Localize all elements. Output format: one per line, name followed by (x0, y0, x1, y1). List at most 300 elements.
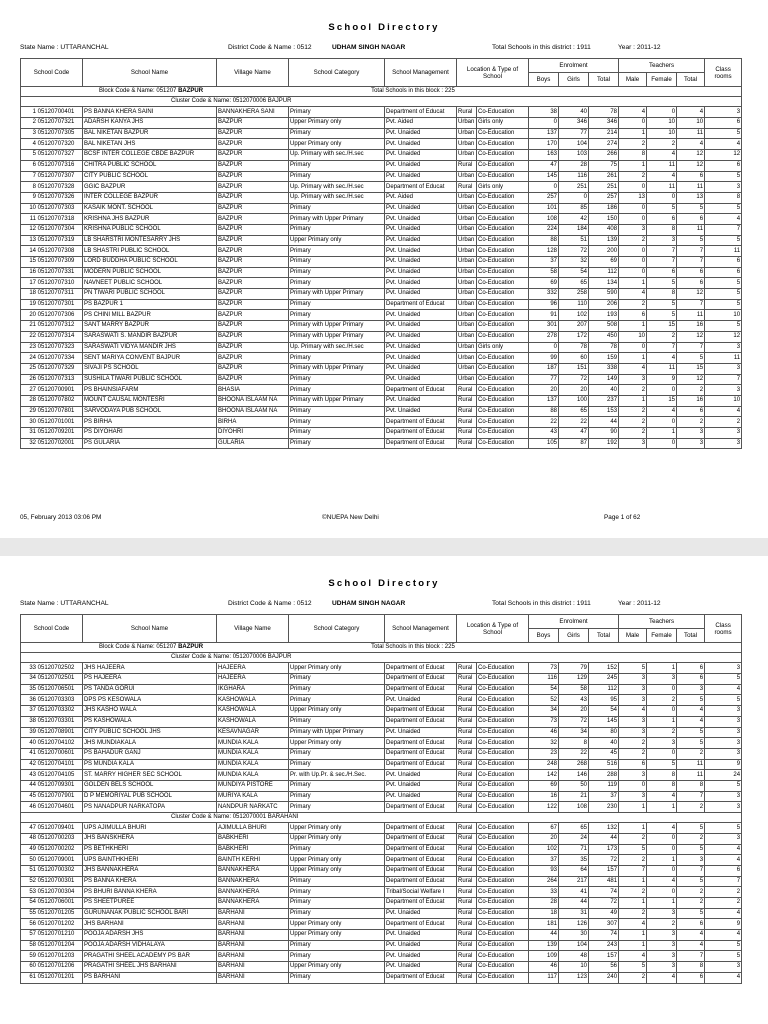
table-cell: Pvt. Unaided (385, 235, 457, 246)
table-cell: 0 (559, 192, 589, 203)
table-cell: 2 (677, 802, 705, 813)
table-cell: Rural (457, 759, 477, 770)
state-name: State Name : UTTARANCHAL (20, 44, 109, 51)
table-cell: Primary (289, 802, 385, 813)
table-cell: 173 (589, 844, 619, 855)
table-cell: 224 (529, 224, 559, 235)
table-cell: MUNDIA KALA (217, 759, 289, 770)
table-cell: 8 (647, 770, 677, 781)
table-cell: Co-Education (477, 833, 529, 844)
table-cell: 3 (705, 663, 742, 674)
table-cell: 5 (705, 951, 742, 962)
table-cell: 3 (619, 684, 647, 695)
year: Year : 2011-12 (618, 44, 661, 51)
table-cell: Co-Education (477, 150, 529, 161)
school-code: 33 05120702502 (21, 663, 83, 674)
table-cell: 0 (619, 342, 647, 353)
table-cell: Primary (289, 299, 385, 310)
table-cell: Primary (289, 674, 385, 685)
table-cell: BAZPUR (217, 331, 289, 342)
table-cell: SANT MARRY BAZPUR (83, 321, 217, 332)
table-cell: 2 (619, 738, 647, 749)
table-cell: 65 (559, 406, 589, 417)
table-cell: 590 (589, 289, 619, 300)
table-cell: 100 (559, 395, 589, 406)
table-cell: Primary (289, 951, 385, 962)
table-cell: 2 (677, 833, 705, 844)
table-cell: 15 (647, 395, 677, 406)
cluster-row (21, 653, 742, 663)
table-cell: Co-Education (477, 865, 529, 876)
table-cell: 7 (647, 342, 677, 353)
table-cell: 5 (677, 908, 705, 919)
table-cell: BAZPUR (217, 224, 289, 235)
table-cell: Co-Education (477, 951, 529, 962)
table-cell: BAZPUR (217, 214, 289, 225)
table-cell: 5 (619, 962, 647, 973)
table-row (21, 876, 742, 887)
table-row (21, 930, 742, 941)
table-cell: Rural (457, 972, 477, 983)
table-cell: 72 (559, 246, 589, 257)
school-code: 4 05120707320 (21, 139, 83, 150)
table-cell: 0 (529, 342, 559, 353)
table-cell: 481 (589, 876, 619, 887)
table-cell: Upper Primary only (289, 118, 385, 129)
table-cell: Primary (289, 940, 385, 951)
table-cell: Pvt. Unaided (385, 908, 457, 919)
table-cell: BAZPUR (217, 160, 289, 171)
table-cell: BANNAKHERA (217, 887, 289, 898)
table-cell: Co-Education (477, 663, 529, 674)
table-cell: Primary (289, 759, 385, 770)
table-cell: 346 (589, 118, 619, 129)
table-row (21, 770, 742, 781)
table-cell: Urban (457, 331, 477, 342)
table-cell: 172 (559, 331, 589, 342)
table-cell: 30 (559, 930, 589, 941)
table-row (21, 214, 742, 225)
school-code: 10 05120707303 (21, 203, 83, 214)
table-cell: 5 (705, 203, 742, 214)
table-cell: 3 (619, 438, 647, 449)
table-cell: 137 (529, 128, 559, 139)
footer-credit: ©NUEPA New Delhi (322, 514, 379, 521)
table-cell: Pvt. Unaided (385, 780, 457, 791)
table-row (21, 321, 742, 332)
table-cell: 0 (647, 684, 677, 695)
table-row (21, 395, 742, 406)
table-cell: JHS BANNAKHERA (83, 865, 217, 876)
table-cell: 6 (677, 919, 705, 930)
table-cell: INTER COLLEGE BAZPUR (83, 192, 217, 203)
table-cell: Department of Educat (385, 833, 457, 844)
table-cell: PS BHURI BANNA KHERA (83, 887, 217, 898)
table-cell: 132 (589, 823, 619, 834)
table-cell: Primary (289, 695, 385, 706)
table-cell: Primary (289, 716, 385, 727)
table-cell: 0 (647, 748, 677, 759)
table-cell: Block Code & Name: 051207 BAZPUR Total Schools in this block : 225 (21, 87, 742, 97)
school-code: 39 05120708901 (21, 727, 83, 738)
table-cell: 20 (529, 385, 559, 396)
table-cell: BAZPUR (217, 278, 289, 289)
table-cell: 5 (677, 727, 705, 738)
table-cell: 8 (705, 192, 742, 203)
table-cell: 4 (677, 940, 705, 951)
table-cell: Primary (289, 353, 385, 364)
table-cell: 3 (619, 727, 647, 738)
table-cell: Rural (457, 844, 477, 855)
table-cell: 245 (589, 674, 619, 685)
table-cell: PS KASHOWALA (83, 716, 217, 727)
school-code: 1 05120700401 (21, 107, 83, 118)
school-code: 57 05120701210 (21, 930, 83, 941)
table-cell: Pvt. Unaided (385, 374, 457, 385)
col-boys: Boys (529, 73, 559, 87)
table-cell: 1 (619, 823, 647, 834)
school-code: 14 05120707308 (21, 246, 83, 257)
table-cell: 7 (647, 257, 677, 268)
table-cell: Urban (457, 224, 477, 235)
table-cell: JHS BANSKHERA (83, 833, 217, 844)
table-cell: BANNAKHERA (217, 865, 289, 876)
table-cell: 3 (619, 374, 647, 385)
table-cell: PS HAJEERA (83, 674, 217, 685)
table-cell: Co-Education (477, 972, 529, 983)
table-cell: 5 (647, 203, 677, 214)
table-cell: Rural (457, 865, 477, 876)
table-cell: Urban (457, 235, 477, 246)
table-cell: Department of Educat (385, 802, 457, 813)
table-cell: 145 (589, 716, 619, 727)
table-row (21, 898, 742, 909)
table-cell: 3 (647, 940, 677, 951)
table-cell: 99 (529, 353, 559, 364)
table-cell: BAZPUR (217, 246, 289, 257)
table-cell: Department of Educat (385, 706, 457, 717)
table-cell: 2 (647, 695, 677, 706)
table-cell: 261 (589, 171, 619, 182)
table-cell: 338 (589, 363, 619, 374)
table-cell: 508 (589, 321, 619, 332)
table-cell: BAZPUR (217, 321, 289, 332)
table-cell: BHOONA ISLAAM NA (217, 395, 289, 406)
table-cell: Up. Primary with sec./H.sec (289, 182, 385, 193)
cluster-row (21, 813, 742, 823)
table-cell: 4 (647, 353, 677, 364)
table-cell: 266 (589, 150, 619, 161)
table-cell: 1 (619, 395, 647, 406)
table-cell: BAZPUR (217, 182, 289, 193)
table-cell: Pvt. Unaided (385, 214, 457, 225)
table-cell: 7 (705, 224, 742, 235)
school-code: 45 05120707901 (21, 791, 83, 802)
table-cell: SENT MARIYA CONVENT BAJPUR (83, 353, 217, 364)
table-cell: UPS AJIMULLA BHURI (83, 823, 217, 834)
table-cell: 4 (677, 139, 705, 150)
table-cell: 90 (589, 428, 619, 439)
table-cell: Pvt. Unaided (385, 267, 457, 278)
table-cell: Primary (289, 876, 385, 887)
table-row (21, 833, 742, 844)
table-cell: 41 (559, 887, 589, 898)
col-school-code: School Code (21, 59, 83, 87)
table-cell: MUNDIA KALA (217, 770, 289, 781)
table-cell: BABKHERI (217, 844, 289, 855)
table-row (21, 759, 742, 770)
table-cell: 108 (529, 214, 559, 225)
table-cell: 11 (677, 310, 705, 321)
table-cell: Pvt. Unaided (385, 353, 457, 364)
table-cell: 1 (619, 353, 647, 364)
table-cell: Pvt. Unaided (385, 310, 457, 321)
table-cell: Rural (457, 182, 477, 193)
table-row (21, 331, 742, 342)
table-cell: 15 (677, 363, 705, 374)
col-location: Location & Type of School (457, 59, 529, 87)
table-row (21, 919, 742, 930)
table-cell: BAZPUR (217, 118, 289, 129)
table-cell: 9 (705, 759, 742, 770)
table-cell: 116 (559, 171, 589, 182)
table-cell: 3 (647, 235, 677, 246)
table-cell: Upper Primary only (289, 706, 385, 717)
table-cell: 181 (529, 919, 559, 930)
table-cell: 6 (677, 267, 705, 278)
table-row (21, 908, 742, 919)
table-cell: 77 (529, 374, 559, 385)
table-cell: Pvt. Unaided (385, 791, 457, 802)
table-cell: Primary (289, 310, 385, 321)
table-cell: MURIYA KALA (217, 791, 289, 802)
table-cell: Co-Education (477, 908, 529, 919)
table-cell: 1 (619, 802, 647, 813)
table-cell: GULARIA (217, 438, 289, 449)
school-code: 15 05120707309 (21, 257, 83, 268)
table-cell: 105 (529, 438, 559, 449)
table-cell: 4 (619, 951, 647, 962)
table-cell: 145 (529, 171, 559, 182)
table-cell: 40 (559, 107, 589, 118)
table-cell: 2 (647, 331, 677, 342)
table-cell: 5 (705, 299, 742, 310)
school-code: 43 05120704105 (21, 770, 83, 781)
school-code: 29 05120707801 (21, 406, 83, 417)
table-cell: 149 (589, 374, 619, 385)
table-cell: BANNAKHERA (217, 876, 289, 887)
table-body (21, 87, 742, 449)
school-code: 23 05120707323 (21, 342, 83, 353)
table-cell: 5 (705, 823, 742, 834)
table-cell: 3 (647, 962, 677, 973)
table-cell: 251 (559, 182, 589, 193)
table-cell: Up. Primary with sec./H.sec (289, 192, 385, 203)
table-cell: 12 (677, 150, 705, 161)
table-cell: BARHANI (217, 962, 289, 973)
table-cell: 72 (589, 898, 619, 909)
school-code: 26 05120707313 (21, 374, 83, 385)
table-row (21, 823, 742, 834)
table-cell: CHITRA PUBLIC SCHOOL (83, 160, 217, 171)
table-cell: SUSHILA TIWARI PUBLIC SCHOOL (83, 374, 217, 385)
school-table-page-1 (20, 58, 742, 449)
table-cell: 117 (529, 972, 559, 983)
table-cell: Co-Education (477, 192, 529, 203)
table-cell: Department of Educat (385, 663, 457, 674)
table-cell: Department of Educat (385, 684, 457, 695)
table-cell: 5 (677, 353, 705, 364)
table-cell: 12 (677, 160, 705, 171)
table-cell: 15 (647, 321, 677, 332)
table-cell: 65 (559, 823, 589, 834)
table-cell: Department of Educat (385, 299, 457, 310)
table-cell: 46 (529, 962, 559, 973)
table-cell: 214 (589, 128, 619, 139)
table-cell: Urban (457, 118, 477, 129)
table-cell: 3 (677, 855, 705, 866)
table-cell: Pvt. Unaided (385, 940, 457, 951)
table-cell: BAZPUR (217, 171, 289, 182)
school-code: 7 05120707307 (21, 171, 83, 182)
table-cell: 43 (559, 695, 589, 706)
table-cell: 6 (705, 865, 742, 876)
table-cell: Pvt. Unaided (385, 203, 457, 214)
table-row (21, 695, 742, 706)
col-boys: Boys (529, 629, 559, 643)
table-cell: BAZPUR (217, 203, 289, 214)
table-cell: 5 (705, 128, 742, 139)
table-row (21, 972, 742, 983)
table-row (21, 171, 742, 182)
table-cell: 4 (647, 823, 677, 834)
table-cell: Rural (457, 727, 477, 738)
table-cell: 126 (559, 919, 589, 930)
table-cell: 2 (619, 406, 647, 417)
table-cell: CITY PUBLIC SCHOOL (83, 171, 217, 182)
table-cell: 3 (647, 951, 677, 962)
table-cell: 1 (647, 663, 677, 674)
table-cell: 78 (589, 107, 619, 118)
school-code: 20 05120707306 (21, 310, 83, 321)
table-cell: 2 (677, 887, 705, 898)
table-cell: 3 (647, 674, 677, 685)
table-cell: 2 (619, 855, 647, 866)
table-cell: 11 (647, 160, 677, 171)
school-code: 28 05120707802 (21, 395, 83, 406)
table-cell: Urban (457, 214, 477, 225)
table-cell: Primary (289, 171, 385, 182)
table-cell: Primary (289, 748, 385, 759)
table-cell: 34 (559, 727, 589, 738)
table-cell: Primary (289, 684, 385, 695)
table-cell: Primary (289, 844, 385, 855)
table-cell: SIVAJI PS SCHOOL (83, 363, 217, 374)
table-cell: Co-Education (477, 417, 529, 428)
table-cell: BARHANI (217, 951, 289, 962)
table-cell: 240 (589, 972, 619, 983)
district-code: District Code & Name : 0512 (228, 600, 312, 607)
table-row (21, 865, 742, 876)
table-cell: 10 (705, 395, 742, 406)
table-cell: 37 (529, 257, 559, 268)
table-cell: 0 (647, 192, 677, 203)
table-cell: BARHANI (217, 972, 289, 983)
table-cell: 3 (647, 930, 677, 941)
table-cell: BARHANI (217, 940, 289, 951)
table-cell: Rural (457, 940, 477, 951)
table-cell: 11 (647, 363, 677, 374)
table-cell: 3 (677, 428, 705, 439)
table-cell: 1 (619, 876, 647, 887)
table-cell: Department of Educat (385, 823, 457, 834)
table-cell: Rural (457, 663, 477, 674)
school-code: 34 05120702501 (21, 674, 83, 685)
table-cell: 16 (677, 321, 705, 332)
table-cell: Primary with Upper Primary (289, 727, 385, 738)
table-cell: BAZPUR (217, 363, 289, 374)
table-cell: 346 (559, 118, 589, 129)
table-cell: BAZPUR (217, 139, 289, 150)
table-cell: 7 (677, 257, 705, 268)
table-cell: 2 (647, 919, 677, 930)
school-code: 47 05120709401 (21, 823, 83, 834)
table-cell: 3 (705, 438, 742, 449)
table-cell: 450 (589, 331, 619, 342)
table-cell: BAINTH KERHI (217, 855, 289, 866)
table-cell: 6 (705, 118, 742, 129)
table-cell: 48 (559, 951, 589, 962)
col-management: School Management (385, 59, 457, 87)
table-cell: Rural (457, 738, 477, 749)
col-classrooms: Class rooms (705, 615, 742, 643)
table-row (21, 160, 742, 171)
table-cell: JHS KASHO WALA (83, 706, 217, 717)
table-cell: Department of Educat (385, 385, 457, 396)
report-meta (20, 44, 748, 56)
school-code: 56 05120701202 (21, 919, 83, 930)
table-cell: 0 (619, 118, 647, 129)
school-code: 49 05120700202 (21, 844, 83, 855)
district-code: District Code & Name : 0512 (228, 44, 312, 51)
table-cell: 10 (705, 310, 742, 321)
table-cell: 3 (705, 748, 742, 759)
table-cell: Co-Education (477, 278, 529, 289)
school-code: 61 05120701201 (21, 972, 83, 983)
table-cell: 2 (619, 887, 647, 898)
table-cell: KASHOWALA (217, 716, 289, 727)
table-cell: Upper Primary only (289, 663, 385, 674)
table-cell: Co-Education (477, 930, 529, 941)
table-cell: Co-Education (477, 267, 529, 278)
table-cell: Urban (457, 342, 477, 353)
table-cell: Rural (457, 908, 477, 919)
table-cell: LB SHARSTRI MONTESARRY JHS (83, 235, 217, 246)
table-cell: Co-Education (477, 289, 529, 300)
table-cell: Girls only (477, 342, 529, 353)
table-cell: 4 (619, 919, 647, 930)
cluster-row (21, 97, 742, 107)
table-cell: 146 (559, 770, 589, 781)
table-cell: 58 (529, 267, 559, 278)
table-cell: Department of Educat (385, 844, 457, 855)
table-cell: Primary (289, 374, 385, 385)
table-header (21, 59, 742, 87)
table-cell: Co-Education (477, 887, 529, 898)
table-cell: 157 (589, 865, 619, 876)
table-cell: Department of Educat (385, 876, 457, 887)
table-cell: 4 (647, 791, 677, 802)
